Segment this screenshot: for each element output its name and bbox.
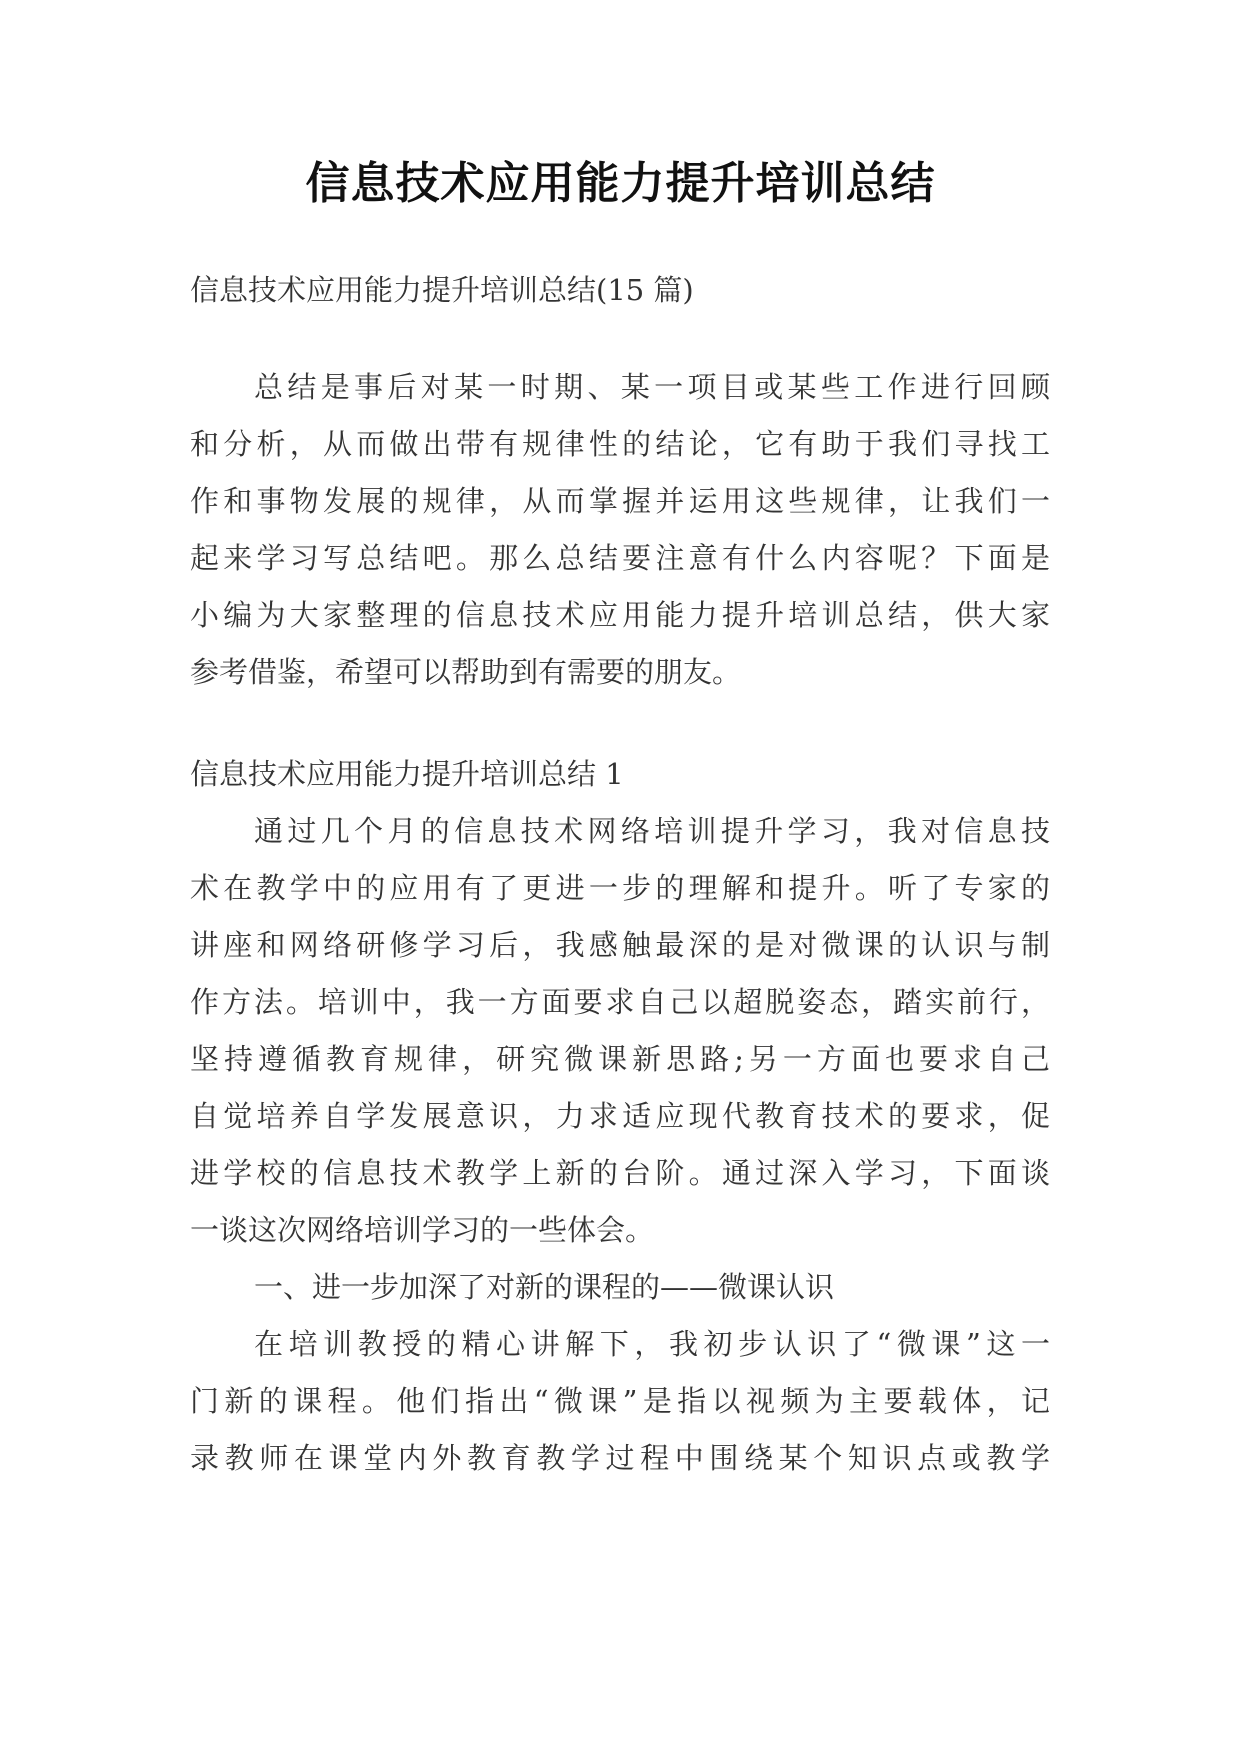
- body-line: 录教师在课堂内外教育教学过程中围绕某个知识点或教学: [190, 1441, 1050, 1475]
- body-line: 在培训教授的精心讲解下，我初步认识了“微课”这一: [254, 1327, 1050, 1361]
- body-line: 自觉培养自学发展意识，力求适应现代教育技术的要求，促: [190, 1099, 1050, 1133]
- body-line: 门新的课程。他们指出“微课”是指以视频为主要载体，记: [190, 1384, 1050, 1418]
- body-line: 通过几个月的信息技术网络培训提升学习，我对信息技: [254, 814, 1050, 848]
- intro-line: 作和事物发展的规律，从而掌握并运用这些规律，让我们一: [190, 484, 1050, 518]
- body-line: 一谈这次网络培训学习的一些体会。: [190, 1213, 655, 1247]
- body-line: 术在教学中的应用有了更进一步的理解和提升。听了专家的: [190, 871, 1050, 905]
- intro-line: 和分析，从而做出带有规律性的结论，它有助于我们寻找工: [190, 427, 1050, 461]
- body-line: 讲座和网络研修学习后，我感触最深的是对微课的认识与制: [190, 928, 1050, 962]
- body-line: 进学校的信息技术教学上新的台阶。通过深入学习，下面谈: [190, 1156, 1050, 1190]
- body-line: 坚持遵循教育规律，研究微课新思路;另一方面也要求自己: [190, 1042, 1050, 1076]
- document-subtitle: 信息技术应用能力提升培训总结(15 篇): [190, 273, 694, 307]
- section-heading: 信息技术应用能力提升培训总结 1: [190, 757, 624, 791]
- body-line: 作方法。培训中，我一方面要求自己以超脱姿态，踏实前行，: [190, 985, 1050, 1019]
- document-title: 信息技术应用能力提升培训总结: [305, 158, 936, 209]
- intro-line: 总结是事后对某一时期、某一项目或某些工作进行回顾: [254, 370, 1050, 404]
- intro-line: 参考借鉴，希望可以帮助到有需要的朋友。: [190, 655, 742, 689]
- subsection-heading: 一、进一步加深了对新的课程的——微课认识: [254, 1270, 835, 1304]
- intro-line: 小编为大家整理的信息技术应用能力提升培训总结，供大家: [190, 598, 1050, 632]
- intro-line: 起来学习写总结吧。那么总结要注意有什么内容呢？下面是: [190, 541, 1050, 575]
